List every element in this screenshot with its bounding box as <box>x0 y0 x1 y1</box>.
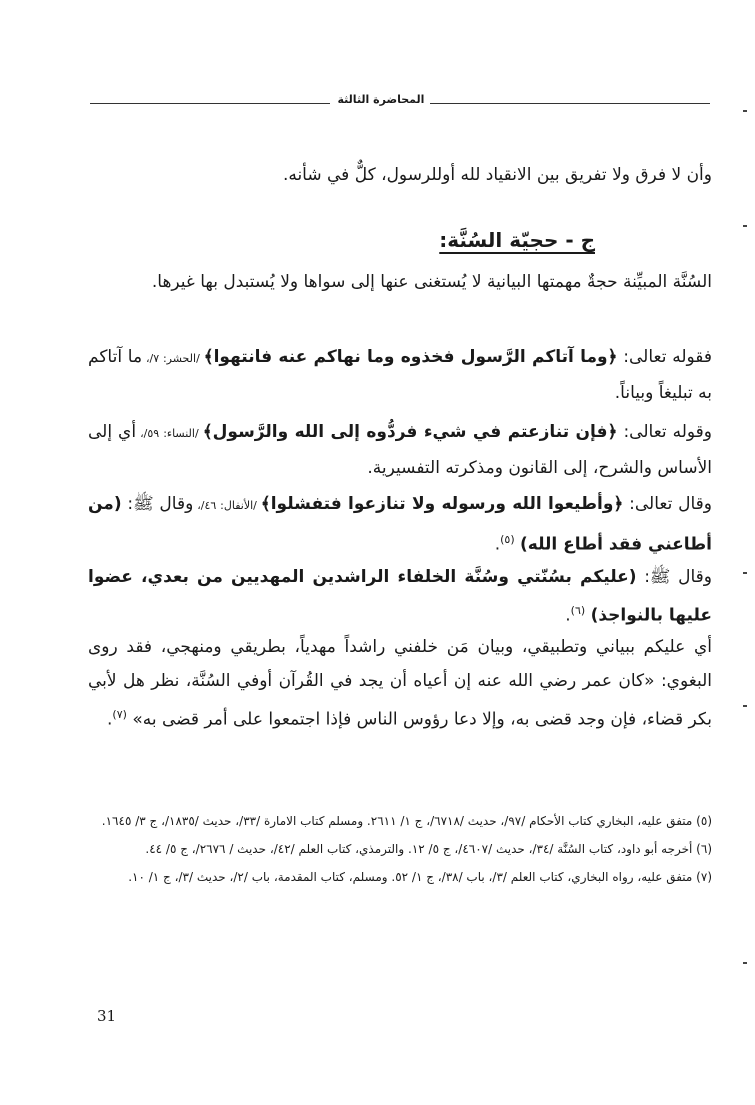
paragraph-quran-hashr <box>88 340 712 410</box>
paragraph-end: . <box>494 534 501 555</box>
edge-mark <box>743 705 747 707</box>
edge-mark <box>743 110 747 112</box>
verse-reference: /النساء: ٥٩/، <box>136 427 203 440</box>
edge-mark <box>743 225 747 227</box>
paragraph-text: أي عليكم ببياني وتطبيقي، وبيان مَن خلفني راشداً مهدياً، بطريقي ومنهجي، فقد روى البغوي: «كان عمر رضي الله عنه إن أعياه أن يجد في القُرآن أوفي السُنَّة، نظر هل لأبي بكر قضاء، فإن وجد قضى به، وإلا دعا رؤوس الناس فإذا اجتمعوا على أمر قضى به» <box>88 637 712 730</box>
paragraph-sunnah-authority: السُنَّة المبيِّنة حجةٌ مهمتها البيانية لا يُستغنى عنها إلى سواها ولا يُستبدل بها غيرها. <box>151 272 712 292</box>
footnote-7: (٧) متفق عليه، رواه البخاري، كتاب العلم /٣/، باب /٣٨/، ج ١/ ٥٢. ومسلم، كتاب المقدمة، باب /٢/، حديث /٣/، ج ١/ ١٠. <box>128 870 712 884</box>
verse-reference: /الأنفال: ٤٦/، <box>193 499 261 512</box>
paragraph-text: وقال ﷺ: <box>121 494 194 514</box>
verse-reference: /الحشر: ٧/، <box>142 352 204 365</box>
header-rule-right <box>430 103 710 104</box>
paragraph-explanation <box>88 630 712 737</box>
paragraph-text: أي إلى الأساس والشرح، إلى القانون ومذكرته التفسيرية. <box>88 422 712 478</box>
footnote-marker: (٥) <box>500 533 515 546</box>
section-heading: ج - حجيّة السُنَّة: <box>439 228 595 252</box>
running-header-title: المحاضرة الثالثة <box>337 93 425 106</box>
quran-verse: ﴿فإن تنازعتم في شيء فردُّوه إلى الله والرَّسول﴾ <box>202 422 618 442</box>
paragraph-intro: وأن لا فرق ولا تفريق بين الانقياد لله أوللرسول، كلٌّ في شأنه. <box>282 165 712 185</box>
paragraph-hadith-sunnah <box>88 560 712 633</box>
footnote-5: (٥) متفق عليه، البخاري كتاب الأحكام /٩٧/، حديث /٦٧١٨/، ج ١/ ٢٦١١. ومسلم كتاب الامارة /٣٣/، حديث /١٨٣٥/، ج ٣/ ١٦٤٥. <box>101 814 712 828</box>
paragraph-lead: وقال ﷺ: <box>636 567 712 587</box>
quran-verse: ﴿وأطيعوا الله ورسوله ولا تنازعوا فتفشلوا﴾ <box>260 494 624 514</box>
edge-mark <box>743 962 747 964</box>
edge-mark <box>743 572 747 574</box>
quran-verse: ﴿وما آتاكم الرَّسول فخذوه وما نهاكم عنه فانتهوا﴾ <box>203 347 618 367</box>
paragraph-lead: فقوله تعالى: <box>617 347 713 367</box>
paragraph-text: ما آتاكم به تبليغاً وبياناً. <box>88 347 712 403</box>
hadith-quote: (عليكم بسُنّتي وسُنَّة الخلفاء الراشدين المهديين من بعدي، عضوا عليها بالنواجذ) <box>88 567 712 626</box>
paragraph-end: . <box>565 605 571 626</box>
footnote-6: (٦) أخرجه أبو داود، كتاب السُنَّة /٣٤/، حديث /٤٦٠٧/، ج ٥/ ١٢. والترمذي، كتاب العلم /٤٢/، حديث / ٢٦٧٦/، ج ٥/ ٤٤. <box>145 842 712 856</box>
hadith-quote: (من أطاعني فقد أطاع الله) <box>88 494 712 555</box>
paragraph-lead: وقال تعالى: <box>623 494 712 514</box>
footnote-marker: (٦) <box>570 604 586 617</box>
header-rule-left <box>90 103 330 104</box>
paragraph-lead: وقوله تعالى: <box>617 422 712 442</box>
page-number: 31 <box>97 1007 117 1025</box>
paragraph-quran-nisa <box>88 415 712 485</box>
paragraph-end: . <box>106 709 113 730</box>
footnote-marker: (٧) <box>112 708 127 721</box>
paragraph-quran-anfal <box>88 487 712 562</box>
footnotes-section <box>88 808 712 892</box>
